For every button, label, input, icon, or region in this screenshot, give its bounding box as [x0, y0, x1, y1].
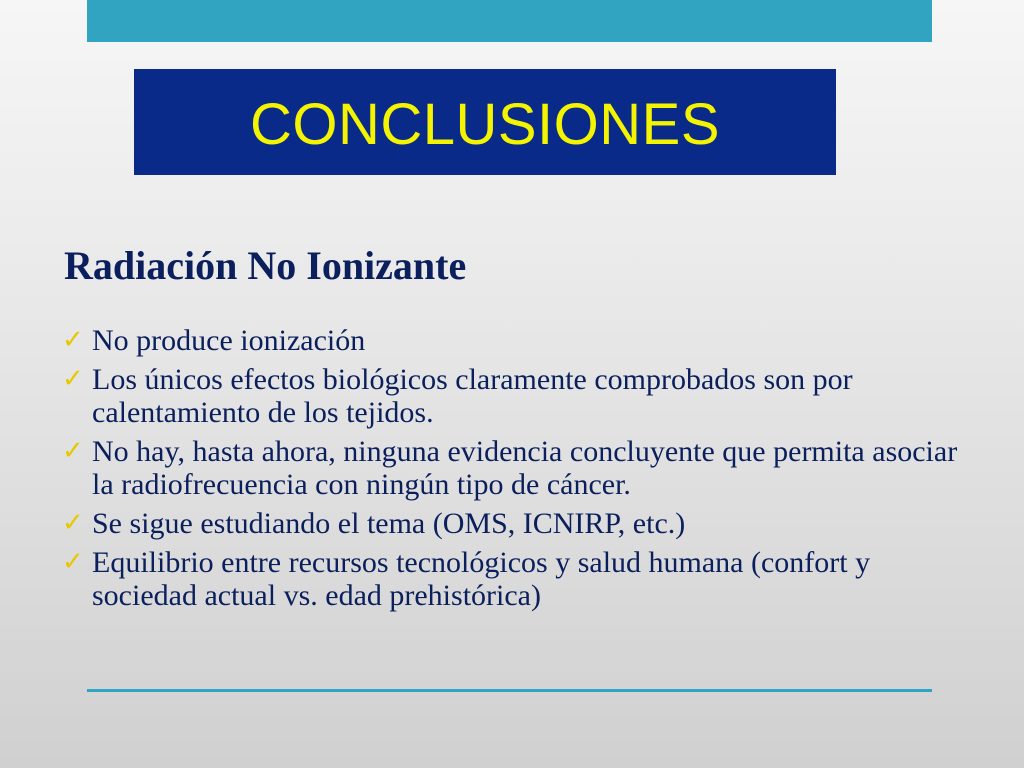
check-icon: ✓ — [62, 436, 84, 466]
bullet-text: Se sigue estudiando el tema (OMS, ICNIRP, etc.) — [92, 507, 686, 540]
slide-title: CONCLUSIONES — [249, 92, 721, 157]
bullet-text: No hay, hasta ahora, ninguna evidencia concluyente que permita asociar la radiofrecuencia con ningún tipo de cáncer. — [92, 435, 958, 501]
bullet-item — [62, 324, 982, 357]
title-banner — [134, 69, 836, 175]
bullet-item — [62, 507, 982, 540]
check-icon: ✓ — [62, 364, 84, 394]
bullet-text: No produce ionización — [92, 324, 366, 357]
top-accent-bar — [87, 0, 932, 42]
bullet-item — [62, 435, 982, 501]
bullet-text: Los únicos efectos biológicos claramente comprobados son por calentamiento de los tejidos. — [92, 363, 853, 429]
bullet-item — [62, 546, 982, 612]
slide-subtitle: Radiación No Ionizante — [64, 243, 467, 288]
bullet-text: Equilibrio entre recursos tecnológicos y salud humana (confort y sociedad actual vs. edad prehistórica) — [92, 546, 871, 612]
check-icon: ✓ — [62, 325, 84, 355]
bullet-list — [62, 324, 982, 618]
check-icon: ✓ — [62, 547, 84, 577]
check-icon: ✓ — [62, 508, 84, 538]
bottom-divider — [87, 689, 932, 692]
bullet-item — [62, 363, 982, 429]
